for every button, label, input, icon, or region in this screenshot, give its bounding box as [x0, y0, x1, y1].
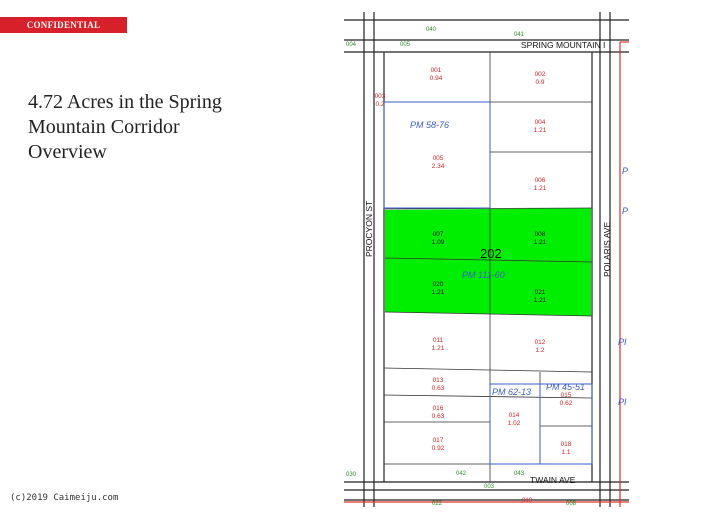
plat-label: PM 58-76	[410, 120, 450, 130]
page-title: 4.72 Acres in the Spring Mountain Corridor Overview	[28, 91, 222, 163]
street-west-label: PROCYON ST	[364, 200, 374, 257]
parcel-acres-011: 1.21	[431, 345, 445, 352]
parcel-id-015: 015	[560, 392, 572, 399]
street-east-label: POLARIS AVE	[602, 221, 612, 277]
parcel-id-012: 012	[534, 339, 546, 346]
parcel-acres-007: 1.09	[431, 239, 445, 246]
edge-parcel-label: 040	[426, 27, 437, 33]
parcel-id-003: 003	[374, 93, 386, 100]
parcel-id-018: 018	[560, 441, 572, 448]
parcel-id-016: 016	[432, 405, 444, 412]
plat-label: PM 111-60	[462, 270, 505, 280]
edge-parcel-label: 003	[484, 484, 495, 490]
parcel-id-006: 006	[534, 177, 546, 184]
parcel-acres-020: 1.21	[431, 289, 445, 296]
plat-label: PM 45-51	[546, 382, 586, 392]
parcel-id-008: 008	[534, 231, 546, 238]
side-label: P	[622, 166, 629, 176]
side-label: PI	[618, 397, 627, 407]
parcel-id-021: 021	[534, 289, 546, 296]
edge-parcel-label: 042	[456, 471, 467, 477]
parcel-acres-005: 2.34	[431, 163, 445, 170]
side-label: PI	[618, 337, 627, 347]
confidential-badge: CONFIDENTIAL	[0, 17, 127, 33]
edge-parcel-label: 019	[522, 498, 533, 504]
edge-parcel-label: 005	[400, 42, 411, 48]
parcel-acres-001: 0.94	[429, 75, 443, 82]
parcel-id-013: 013	[432, 377, 444, 384]
block-number: 202	[480, 246, 502, 261]
edge-parcel-label: 004	[346, 42, 357, 48]
parcel-id-014: 014	[508, 412, 520, 419]
side-label: P	[622, 206, 629, 216]
parcel-map	[344, 12, 629, 507]
edge-parcel-label: 041	[514, 32, 525, 38]
parcel-acres-008: 1.21	[533, 239, 547, 246]
street-north-label: SPRING MOUNTAIN I	[521, 40, 606, 50]
parcel-id-001: 001	[430, 67, 442, 74]
parcel-acres-016: 0.63	[431, 413, 445, 420]
plat-label: PM 62-13	[492, 387, 532, 397]
edge-parcel-label: 043	[514, 471, 525, 477]
parcel-acres-017: 0.92	[431, 445, 445, 452]
parcel-acres-006: 1.21	[533, 185, 547, 192]
edge-parcel-label: 008	[566, 501, 577, 507]
parcel-id-005: 005	[432, 155, 444, 162]
parcel-acres-004: 1.21	[533, 127, 547, 134]
parcel-acres-014: 1.02	[507, 420, 521, 427]
parcel-id-002: 002	[534, 71, 546, 78]
parcel-acres-002: 0.9	[535, 79, 545, 86]
parcel-id-017: 017	[432, 437, 444, 444]
parcel-acres-003: 0.2	[375, 101, 385, 108]
parcel-acres-012: 1.2	[535, 347, 545, 354]
copyright-watermark: (c)2019 Caimeiju.com	[10, 493, 119, 503]
parcel-id-020: 020	[432, 281, 444, 288]
parcel-acres-013: 0.63	[431, 385, 445, 392]
parcel-id-007: 007	[432, 231, 444, 238]
edge-parcel-label: 022	[432, 501, 443, 507]
parcel-id-011: 011	[432, 337, 444, 344]
parcel-acres-015: 0.62	[559, 400, 573, 407]
parcel-acres-021: 1.21	[533, 297, 547, 304]
edge-parcel-label: 030	[346, 472, 357, 478]
parcel-id-004: 004	[534, 119, 546, 126]
highlighted-parcels-south	[385, 258, 591, 316]
street-south-label: TWAIN AVE	[530, 475, 576, 485]
parcel-acres-018: 1.1	[561, 449, 571, 456]
